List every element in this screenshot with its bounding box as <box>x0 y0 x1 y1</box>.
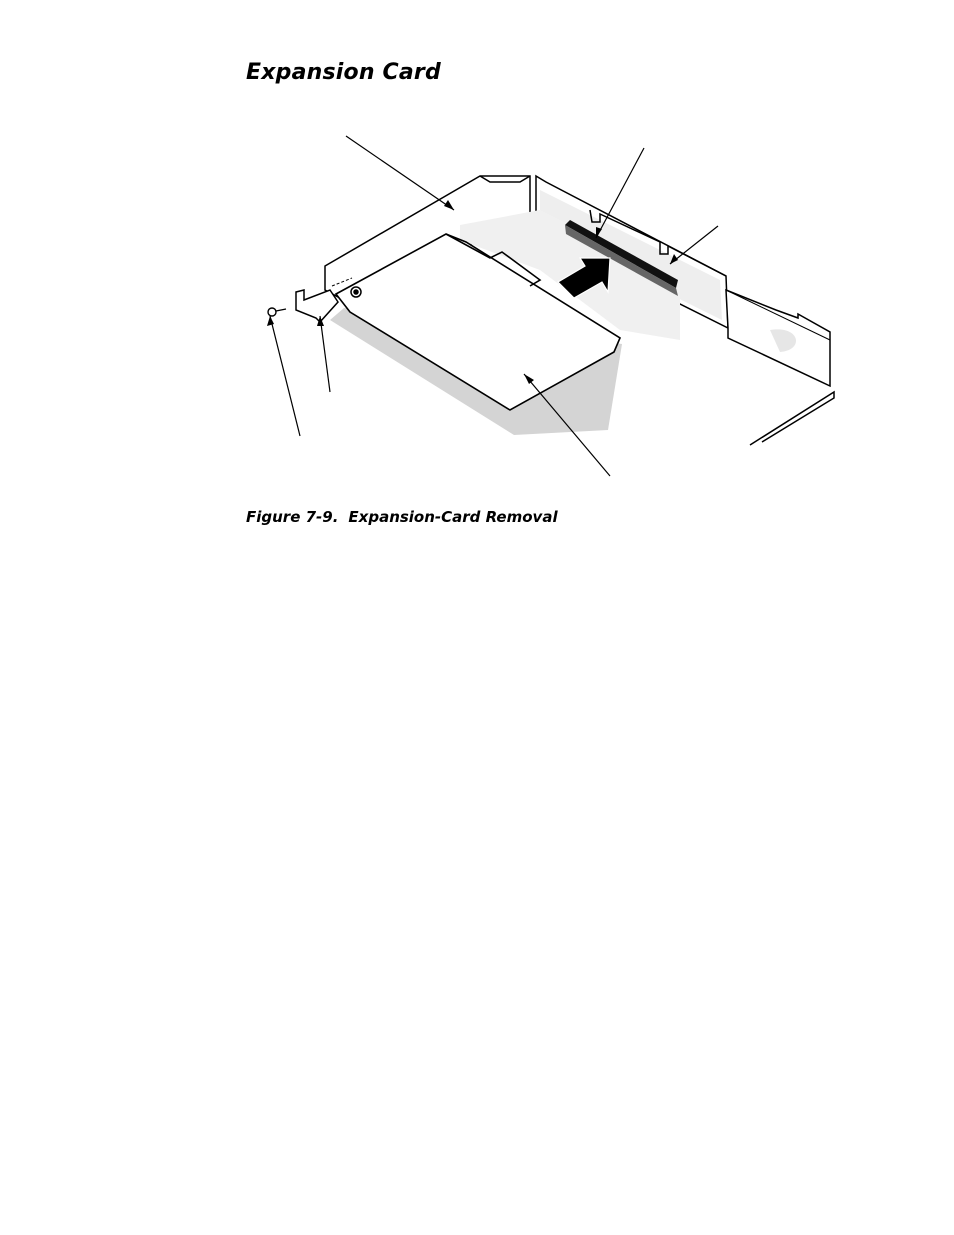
section-heading: Expansion Card <box>246 60 441 85</box>
chassis-base <box>750 392 834 445</box>
figure-number: Figure 7-9. <box>246 508 339 526</box>
callout-line-screw <box>270 316 300 436</box>
expansion-card-removal-illustration <box>240 130 850 490</box>
callout-line-chassis <box>346 136 454 210</box>
figure-caption <box>246 508 558 526</box>
figure-title: Expansion-Card Removal <box>348 508 558 526</box>
chassis-side-wall <box>726 290 830 386</box>
callout-line-bracket <box>320 316 330 392</box>
callout-line-riser <box>670 226 718 264</box>
bracket-screw <box>268 308 286 316</box>
